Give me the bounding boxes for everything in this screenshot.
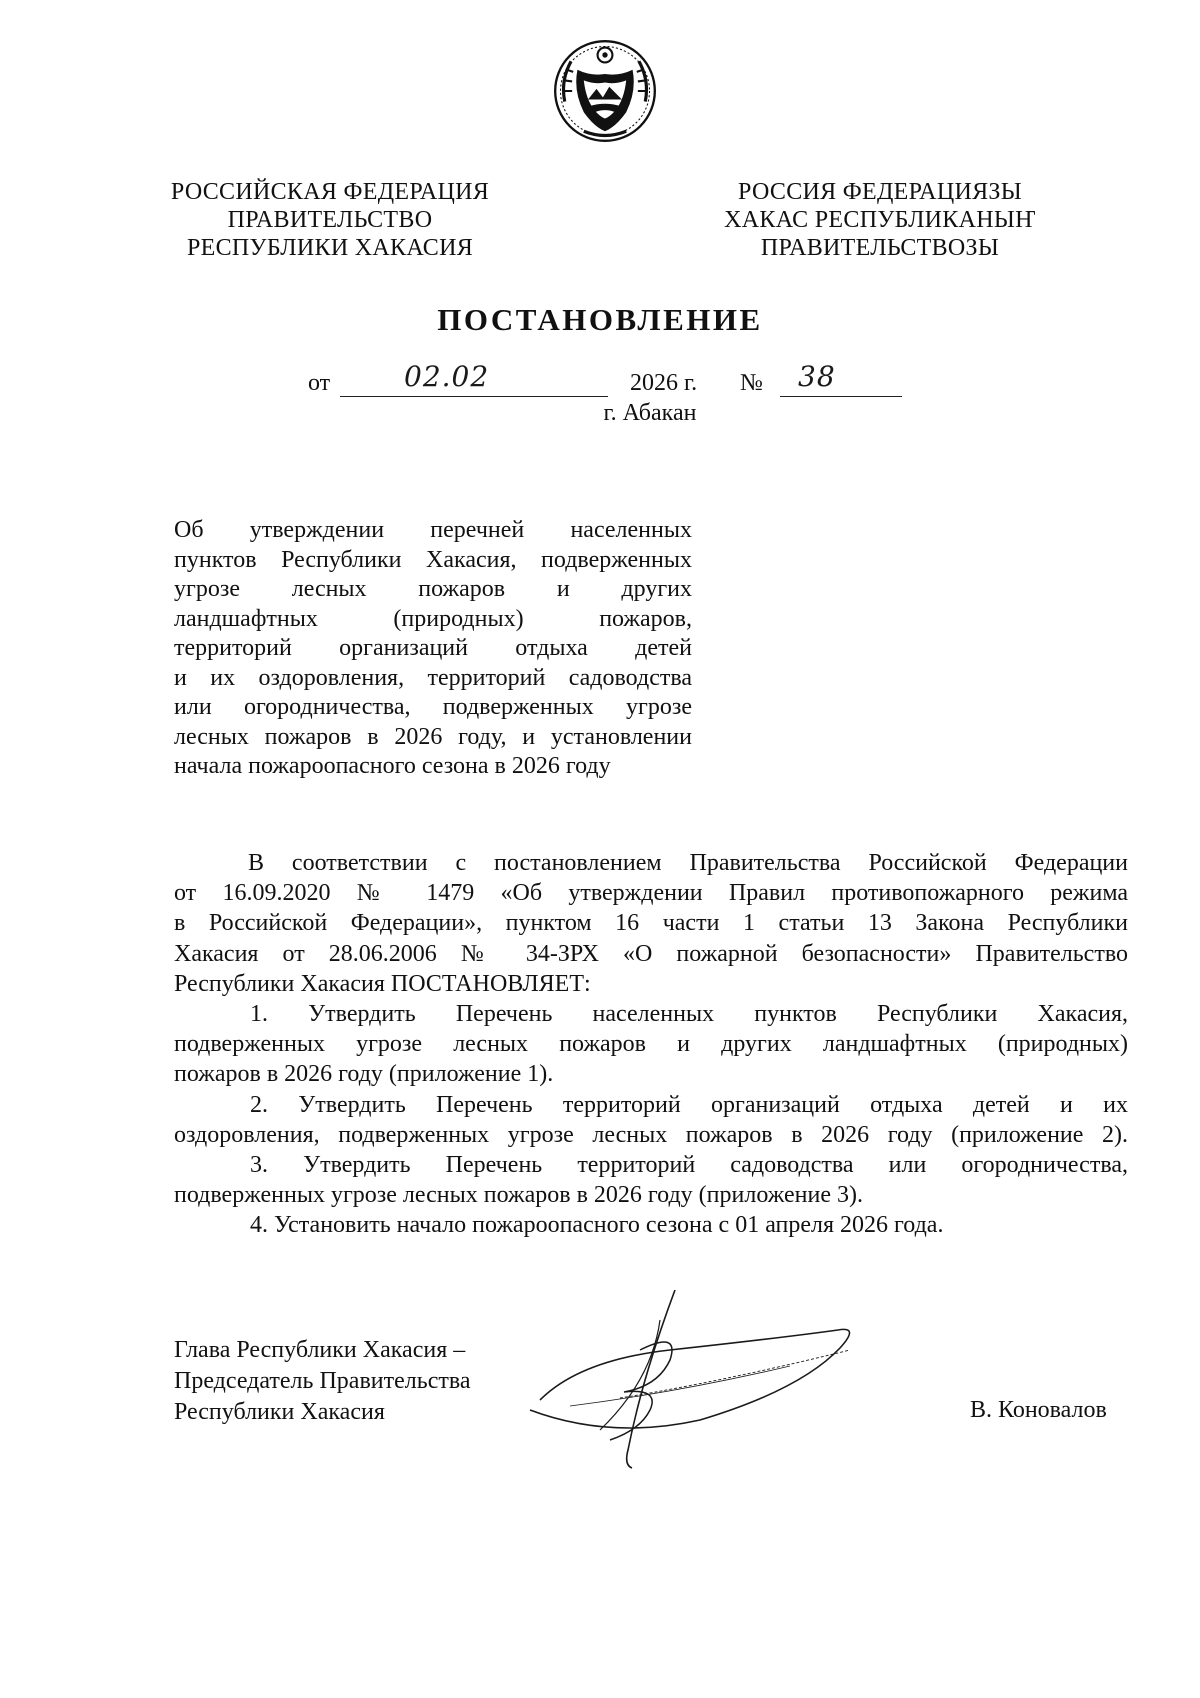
item-4-line: 4. Установить начало пожароопасного сезона с 01 апреля 2026 года. bbox=[250, 1212, 944, 1239]
date-underline bbox=[340, 396, 608, 397]
subject-line: начала пожароопасного сезона в 2026 году bbox=[174, 753, 611, 779]
item-2-line: 2. Утвердить Перечень территорий организаций отдыха детей и их bbox=[250, 1091, 1128, 1118]
subject-line: территорий организаций отдыха детей bbox=[174, 635, 692, 661]
subject-line: ландшафтных (природных) пожаров, bbox=[174, 605, 692, 632]
header-russian bbox=[150, 178, 510, 262]
handwritten-date: 02.02 bbox=[404, 360, 490, 393]
subject-line: угрозе лесных пожаров и других bbox=[174, 576, 692, 602]
item-1-line: подверженных угрозе лесных пожаров и других ландшафтных (природных) bbox=[174, 1031, 1128, 1058]
header-left-line: РОССИЙСКАЯ ФЕДЕРАЦИЯ bbox=[170, 179, 490, 205]
header-khakas bbox=[690, 178, 1070, 262]
header-left-line: РЕСПУБЛИКИ ХАКАСИЯ bbox=[186, 235, 474, 261]
preamble-line: Хакасия от 28.06.2006 № 34-ЗРХ «О пожарной безопасности» Правительство bbox=[174, 940, 1128, 967]
header-right-line: ХАКАС РЕСПУБЛИКАНЫҤ bbox=[724, 207, 1036, 233]
position-line: Председатель Правительства bbox=[174, 1368, 471, 1394]
decree-subject bbox=[174, 516, 692, 782]
subject-line: пунктов Республики Хакасия, подверженных bbox=[174, 546, 692, 573]
header-right-line: РОССИЯ ФЕДЕРАЦИЯЗЫ bbox=[738, 179, 1022, 205]
subject-line: Об утверждении перечней населенных bbox=[174, 517, 692, 543]
signatory-position bbox=[174, 1335, 471, 1428]
handwritten-number: 38 bbox=[798, 360, 836, 393]
position-line: Республики Хакасия bbox=[174, 1399, 385, 1425]
preamble-line: в Российской Федерации», пунктом 16 части 1 статьи 13 Закона Республики bbox=[174, 910, 1128, 937]
item-2-line: оздоровления, подверженных угрозе лесных пожаров в 2026 году (приложение 2). bbox=[174, 1121, 1128, 1148]
preamble-line: В соответствии с постановлением Правительства Российской Федерации bbox=[248, 850, 1128, 876]
year-label: 2026 г. bbox=[630, 370, 698, 396]
from-label: от bbox=[308, 370, 331, 396]
item-1-line: 1. Утвердить Перечень населенных пунктов Республики Хакасия, bbox=[250, 1000, 1128, 1027]
item-3-line: 3. Утвердить Перечень территорий садоводства или огородничества, bbox=[250, 1151, 1128, 1178]
date-number-line bbox=[308, 360, 908, 402]
document-title: ПОСТАНОВЛЕНИЕ bbox=[437, 302, 763, 337]
subject-line: лесных пожаров в 2026 году, и установлении bbox=[174, 723, 692, 750]
header-right-line: ПРАВИТЕЛЬСТВОЗЫ bbox=[760, 235, 1000, 261]
preamble-line: от 16.09.2020 № 1479 «Об утверждении Правил противопожарного режима bbox=[174, 880, 1128, 907]
item-3-line: подверженных угрозе лесных пожаров в 2026 году (приложение 3). bbox=[174, 1182, 863, 1209]
signatory-name: В. Коновалов bbox=[970, 1397, 1107, 1423]
coat-of-arms-emblem bbox=[552, 38, 658, 144]
header-left-line: ПРАВИТЕЛЬСТВО bbox=[227, 207, 433, 233]
position-line: Глава Республики Хакасия – bbox=[174, 1337, 466, 1363]
number-underline bbox=[780, 396, 902, 397]
city-label: г. Абакан bbox=[603, 400, 697, 426]
subject-line: или огородничества, подверженных угрозе bbox=[174, 694, 692, 720]
number-label: № bbox=[740, 370, 763, 396]
subject-line: и их оздоровления, территорий садоводства bbox=[174, 664, 692, 691]
preamble-line: Республики Хакасия ПОСТАНОВЛЯЕТ: bbox=[174, 970, 591, 997]
item-1-line: пожаров в 2026 году (приложение 1). bbox=[174, 1061, 554, 1088]
decree-body bbox=[174, 848, 1128, 1240]
handwritten-signature bbox=[520, 1290, 920, 1470]
